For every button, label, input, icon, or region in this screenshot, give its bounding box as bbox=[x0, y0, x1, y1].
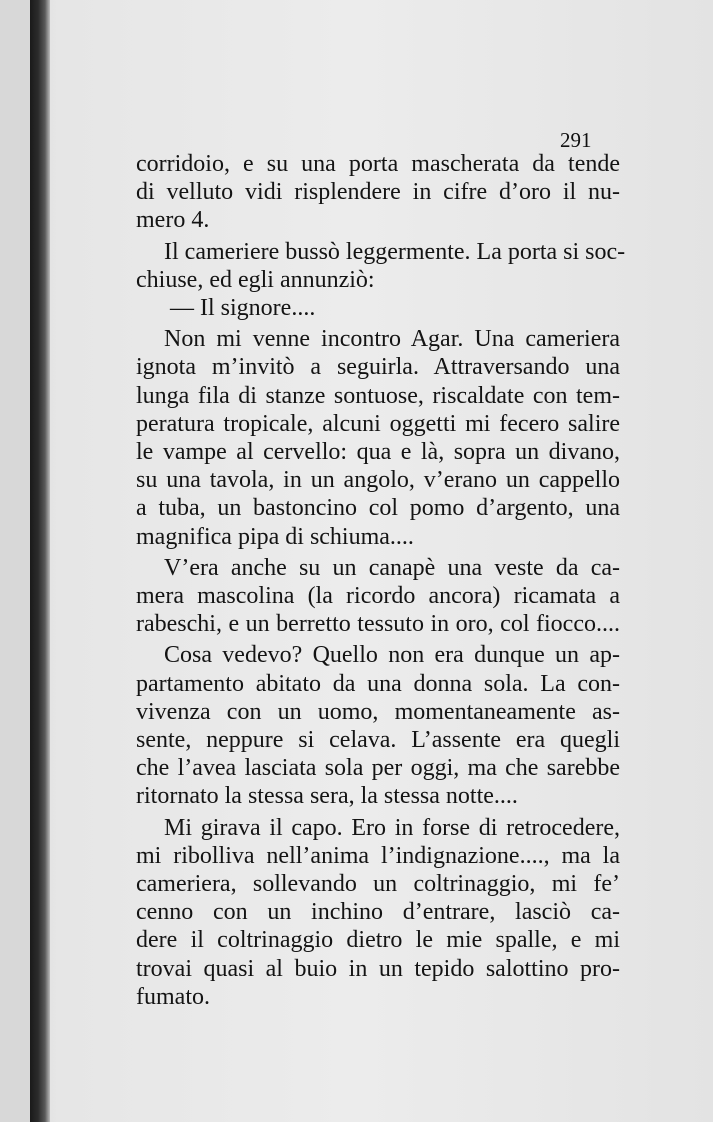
text-line: — Il signore.... bbox=[170, 295, 316, 322]
text-line: Non mi venne incontro Agar. Una cameriera bbox=[164, 326, 620, 353]
text-line: di velluto vidi risplendere in cifre d’oro il nu- bbox=[136, 179, 620, 206]
book-spine-shadow bbox=[30, 0, 50, 1122]
body-text bbox=[136, 150, 626, 1011]
text-line: le vampe al cervello: qua e là, sopra un divano, bbox=[136, 439, 620, 466]
text-line: vivenza con un uomo, momentaneamente as- bbox=[136, 698, 620, 725]
text-line: su una tavola, in un angolo, v’erano un cappello bbox=[136, 467, 620, 494]
text-line: che l’avea lasciata sola per oggi, ma che sarebbe bbox=[136, 755, 620, 782]
text-line: chiuse, ed egli annunziò: bbox=[136, 266, 375, 293]
text-line: mero 4. bbox=[136, 207, 210, 234]
text-line: ignota m’invitò a seguirla. Attraversando una bbox=[136, 354, 620, 381]
text-line: fumato. bbox=[136, 983, 210, 1010]
text-line: trovai quasi al buio in un tepido salottino pro- bbox=[136, 955, 620, 982]
text-line: ritornato la stessa sera, la stessa notte.... bbox=[136, 783, 518, 810]
text-line: dere il coltrinaggio dietro le mie spalle, e mi bbox=[136, 927, 620, 954]
text-line: Cosa vedevo? Quello non era dunque un ap- bbox=[164, 642, 620, 669]
text-line: peratura tropicale, alcuni oggetti mi fecero salire bbox=[136, 410, 620, 437]
text-line: partamento abitato da una donna sola. La con- bbox=[136, 670, 620, 697]
text-line: mi ribolliva nell’anima l’indignazione...., ma la bbox=[136, 842, 620, 869]
text-line: rabeschi, e un berretto tessuto in oro, col fiocco.... bbox=[136, 611, 620, 638]
text-line: Il cameriere bussò leggermente. La porta si soc- bbox=[164, 238, 626, 265]
text-line: cenno con un inchino d’entrare, lasciò ca- bbox=[136, 899, 620, 926]
text-line: cameriera, sollevando un coltrinaggio, mi fe’ bbox=[136, 871, 620, 898]
text-line: corridoio, e su una porta mascherata da tende bbox=[136, 151, 620, 177]
text-line: lunga fila di stanze sontuose, riscaldate con tem- bbox=[136, 382, 620, 409]
text-line: Mi girava il capo. Ero in forse di retrocedere, bbox=[164, 814, 620, 841]
page-number: 291 bbox=[560, 128, 592, 152]
text-line: mera mascolina (la ricordo ancora) ricamata a bbox=[136, 583, 620, 610]
text-line: sente, neppure si celava. L’assente era quegli bbox=[136, 727, 620, 754]
text-line: V’era anche su un canapè una veste da ca- bbox=[164, 554, 620, 581]
text-line: magnifica pipa di schiuma.... bbox=[136, 523, 414, 550]
page-margin-left bbox=[0, 0, 30, 1122]
text-line: a tuba, un bastoncino col pomo d’argento, una bbox=[136, 495, 620, 522]
